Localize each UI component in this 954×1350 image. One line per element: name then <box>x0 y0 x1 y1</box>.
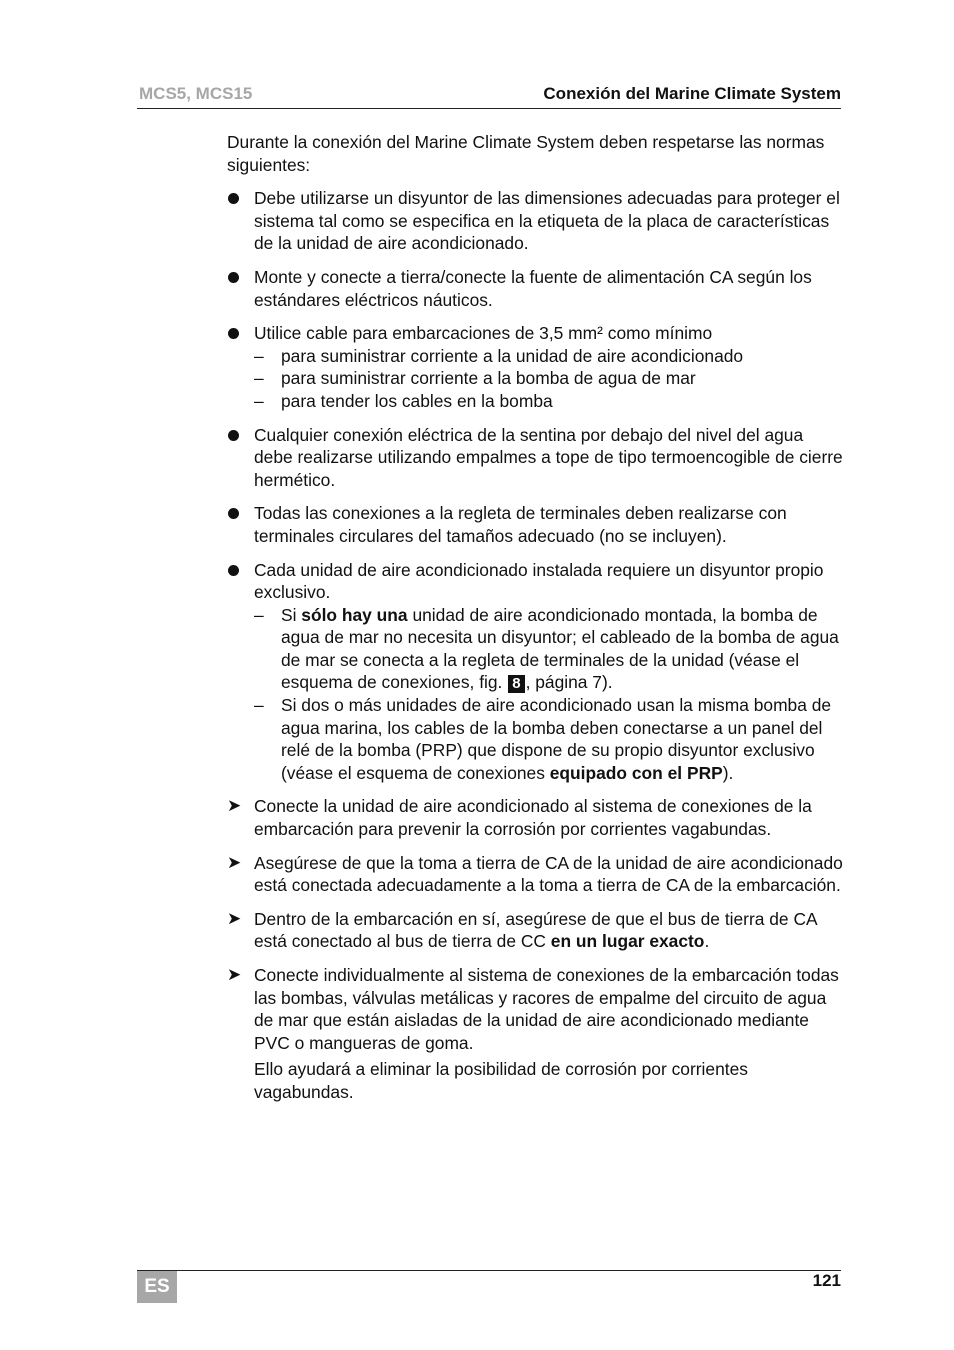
step-text: Conecte individualmente al sistema de conexiones de la embarcación todas las bombas, válvulas metálicas y racores de empalme del circuito de agua de mar que están aisladas de la unidad de aire acondicionado mediante PVC o mangueras de goma. <box>254 965 839 1053</box>
bullet-text: Todas las conexiones a la regleta de terminales deben realizarse con terminales circulares del tamaños adecuado (no se incluyen). <box>254 503 787 546</box>
bullet-text: Cada unidad de aire acondicionado instalada requiere un disyuntor propio exclusivo. <box>254 559 824 603</box>
step-item <box>227 795 843 840</box>
bullet-text: Cualquier conexión eléctrica de la sentina por debajo del nivel del agua debe realizarse utilizando empalmes a tope de tipo termoencogible de cierre hermético. <box>254 424 843 490</box>
page-content <box>227 131 843 1115</box>
sub-item <box>254 345 843 368</box>
arrow-right-icon: ➤ <box>227 965 242 984</box>
dash-icon: – <box>254 390 264 411</box>
page-number: 121 <box>812 1271 841 1290</box>
step-text: Conecte la unidad de aire acondicionado al sistema de conexiones de la embarcación para prevenir la corrosión por corrientes vagabundas. <box>254 796 812 840</box>
sub-item-text: para tender los cables en la bomba <box>281 390 553 411</box>
sub-text-part: ). <box>722 762 734 783</box>
bullet-item <box>227 187 843 255</box>
step-item <box>227 852 843 897</box>
step-item <box>227 964 843 1104</box>
bullet-item <box>227 266 843 311</box>
bullet-text: Utilice cable para embarcaciones de 3,5 mm² como mínimo <box>254 323 713 344</box>
bullet-text: Debe utilizarse un disyuntor de las dimensiones adecuadas para proteger el sistema tal como se especifica en la etiqueta de la placa de características de la unidad de aire acondicionado. <box>254 188 840 254</box>
sub-text-part: Si <box>281 604 302 625</box>
bullet-icon <box>227 559 245 582</box>
sub-item <box>254 604 843 694</box>
header-model: MCS5, MCS15 <box>139 84 253 103</box>
bullet-icon <box>227 424 245 447</box>
sub-text-part: Si dos o más unidades de aire acondicionado usan la misma bomba de agua marina, los cables de la bomba deben conectarse a un panel del relé de la bomba (PRP) que dispone de su propio disyuntor exclusivo (véase el esquema de conexiones <box>281 695 832 783</box>
dash-icon: – <box>254 368 264 389</box>
arrow-right-icon: ➤ <box>227 852 242 872</box>
step-text-part: . <box>704 931 710 952</box>
dash-icon: – <box>254 345 264 366</box>
bullet-item <box>227 322 843 412</box>
arrow-right-icon: ➤ <box>227 908 242 928</box>
sub-text-part: , página 7). <box>525 672 613 693</box>
sub-item <box>254 367 843 390</box>
dash-icon: – <box>254 695 264 716</box>
sub-item-text: para suministrar corriente a la unidad de aire acondicionado <box>281 345 744 366</box>
bullet-text: Monte y conecte a tierra/conecte la fuente de alimentación CA según los estándares eléctricos náuticos. <box>254 266 812 310</box>
step-text: Asegúrese de que la toma a tierra de CA de la unidad de aire acondicionado está conectada adecuadamente a la toma a tierra de CA de la embarcación. <box>254 852 843 896</box>
bullet-item <box>227 502 843 547</box>
sub-item <box>254 390 843 413</box>
bullet-icon <box>227 266 245 289</box>
bullet-item <box>227 424 843 492</box>
bullet-item <box>227 559 843 785</box>
footer-rule <box>137 1270 841 1271</box>
dash-icon: – <box>254 604 264 625</box>
page-header <box>137 84 841 109</box>
arrow-right-icon: ➤ <box>227 796 242 816</box>
step-followup-text: Ello ayudará a eliminar la posibilidad de corrosión por corrientes vagabundas. <box>254 1059 748 1102</box>
bullet-icon <box>227 187 245 210</box>
intro-paragraph: Durante la conexión del Marine Climate System deben respetarse las normas siguientes: <box>227 132 825 175</box>
step-item <box>227 908 843 953</box>
bullet-icon <box>227 322 245 345</box>
sub-emphasis: sólo hay una <box>301 604 408 625</box>
sub-item-text: para suministrar corriente a la bomba de agua de mar <box>281 368 696 389</box>
language-tab: ES <box>137 1271 177 1303</box>
step-text-part: Dentro de la embarcación en sí, asegúrese de que el bus de tierra de CA está conectado al bus de tierra de CC <box>254 908 817 952</box>
sub-item <box>254 694 843 784</box>
step-emphasis: en un lugar exacto <box>550 931 705 952</box>
figure-ref-badge: 8 <box>508 675 524 693</box>
bullet-icon <box>227 502 245 525</box>
sub-emphasis: equipado con el PRP <box>549 762 723 783</box>
sub-text-part: unidad de aire acondicionado montada, la bomba de agua de mar no necesita un disyuntor; el cableado de la bomba de agua de mar se conecta a la regleta de terminales de la unidad (véase el esquema de conexiones, fig. <box>281 604 839 693</box>
header-section-title: Conexión del Marine Climate System <box>543 84 841 103</box>
